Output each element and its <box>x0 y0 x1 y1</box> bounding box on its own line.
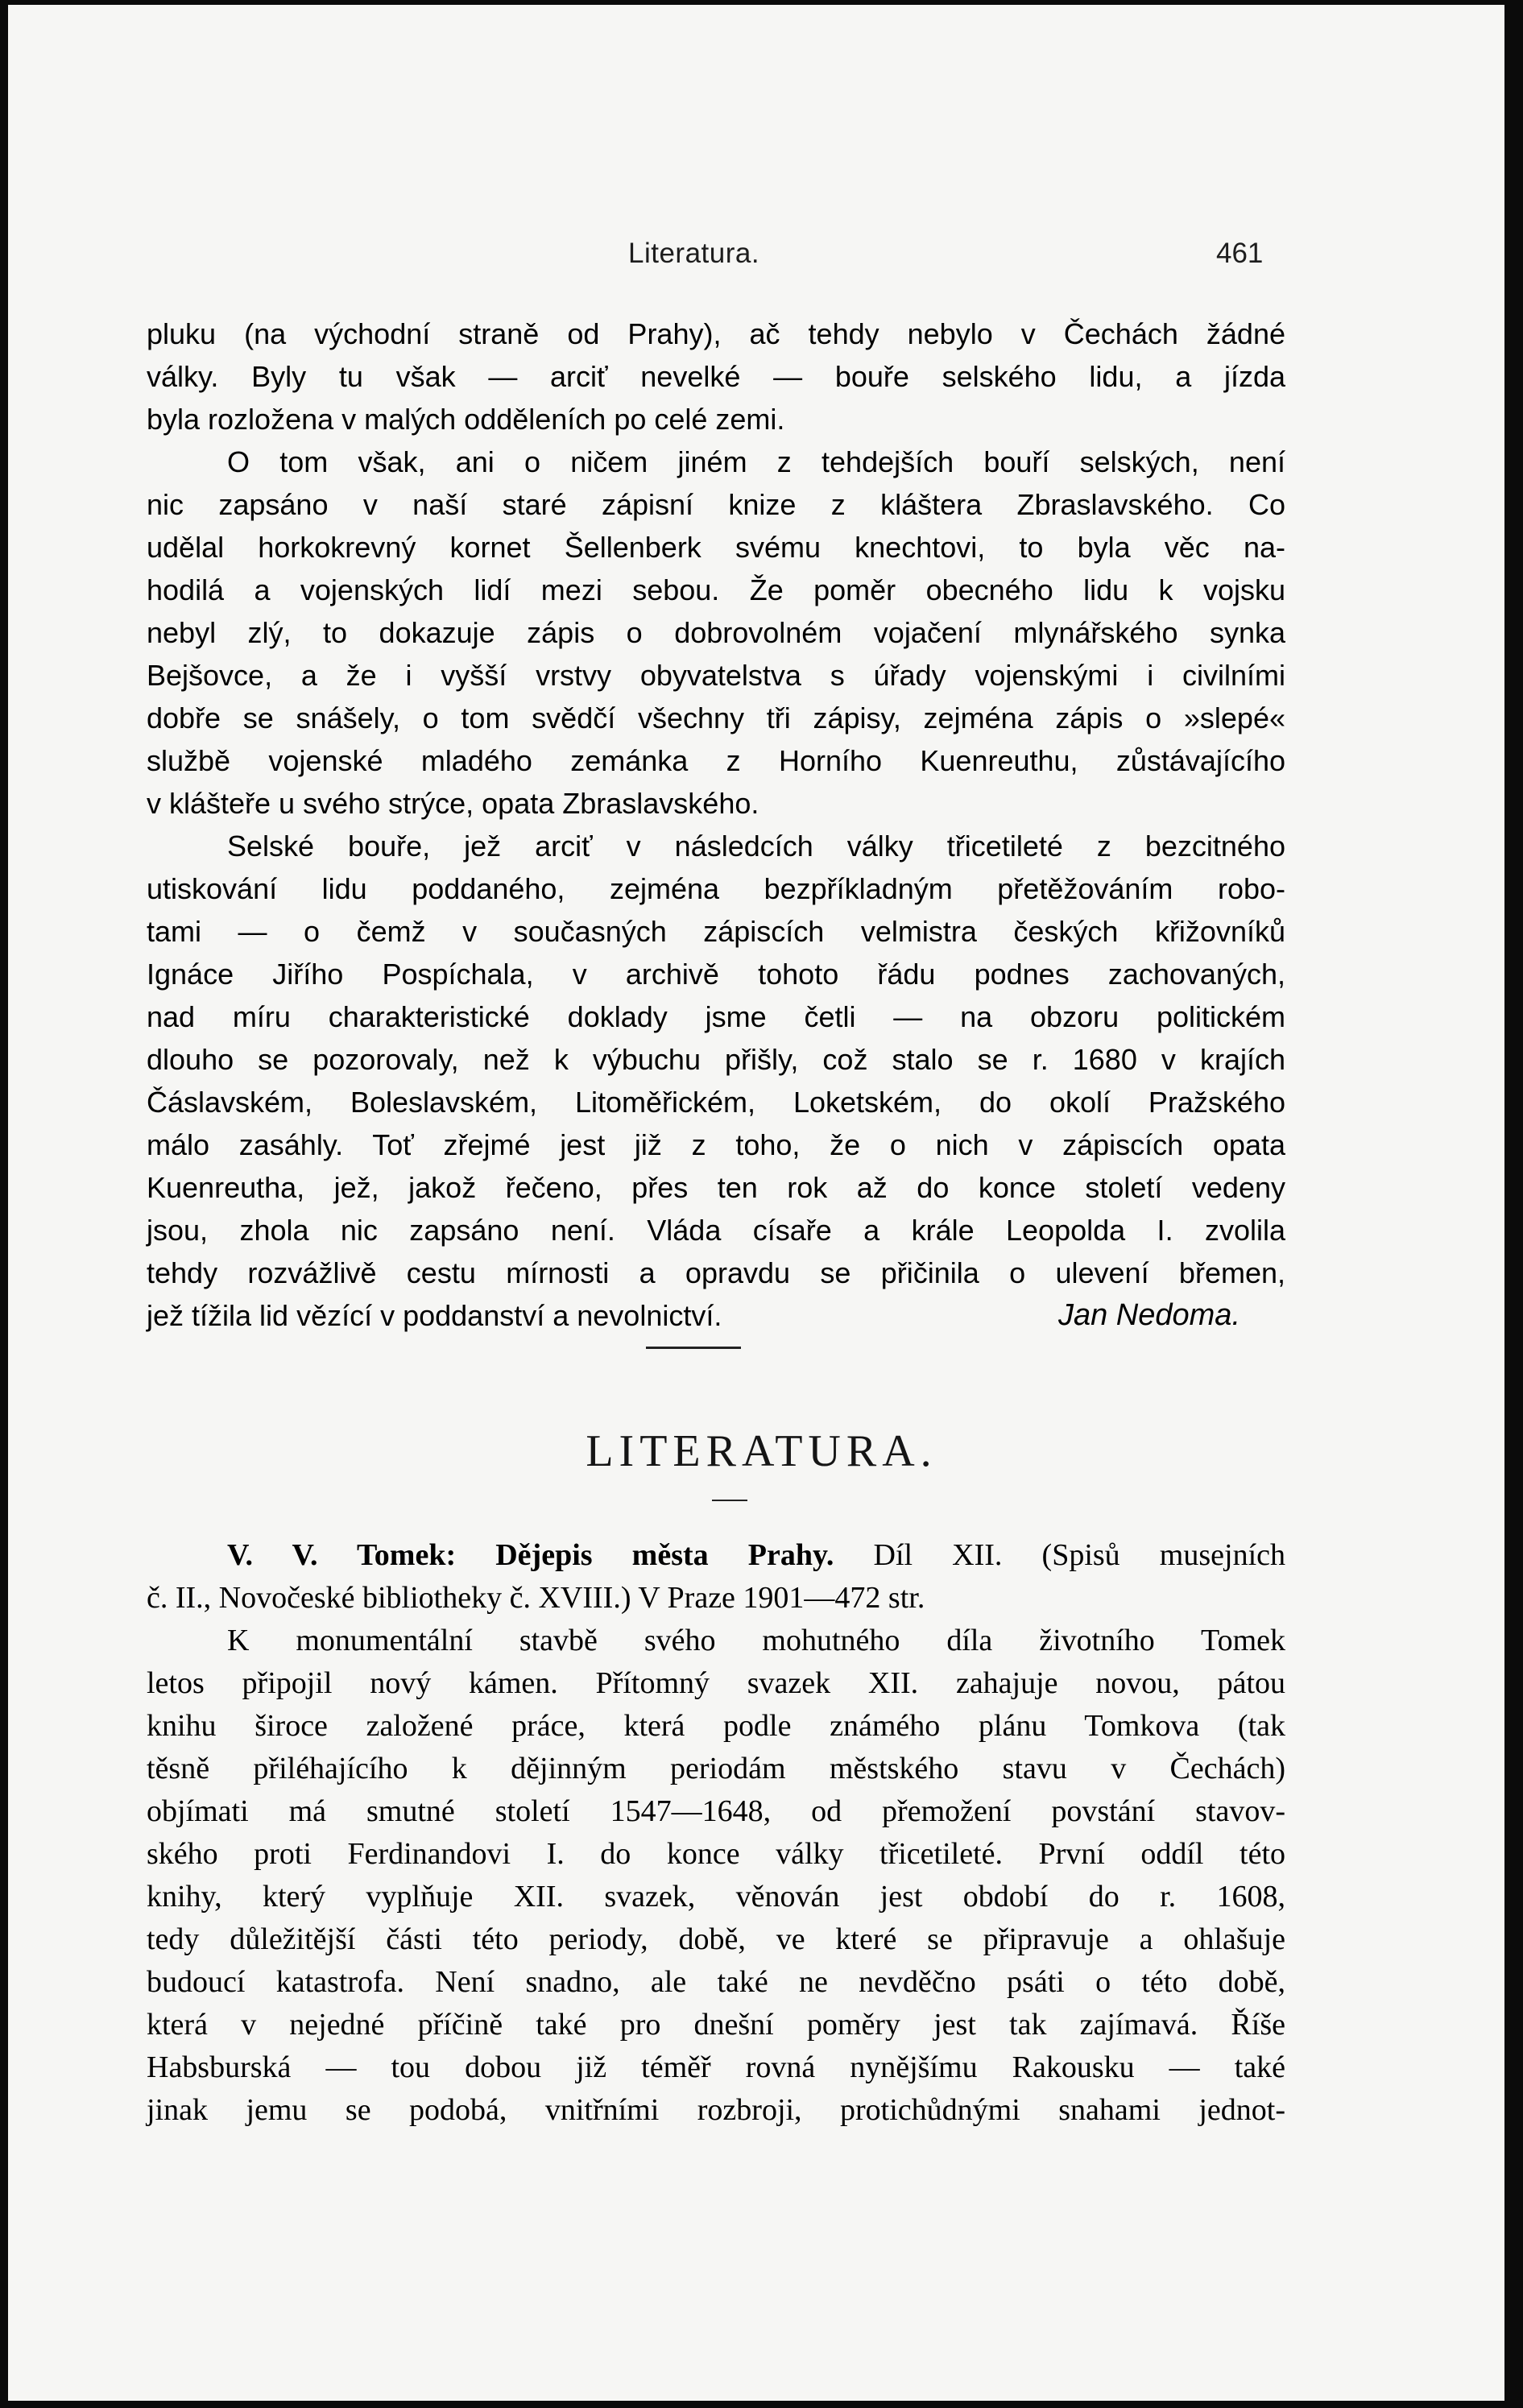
text-line: O tom však, ani o ničem jiném z tehdejších bouří selských, není <box>227 445 1285 478</box>
text-line: nic zapsáno v naší staré zápisní knize z kláštera Zbraslavského. Co <box>147 488 1285 521</box>
text-line: byla rozložena v malých odděleních po celé zemi. <box>147 403 785 436</box>
text-line: ského proti Ferdinandovi I. do konce války třicetileté. První oddíl této <box>147 1837 1285 1871</box>
text-line: v klášteře u svého strýce, opata Zbraslavského. <box>147 787 759 820</box>
text-line: málo zasáhly. Toť zřejmé jest již z toho, že o nich v zápiscích opata <box>147 1128 1285 1161</box>
text-line: nebyl zlý, to dokazuje zápis o dobrovolném vojačení mlynářského synka <box>147 616 1285 649</box>
text-line: tami — o čemž v současných zápiscích velmistra českých křižovníků <box>147 915 1285 948</box>
text-line: která v nejedné příčině také pro dnešní poměry jest tak zajímavá. Říše <box>147 2008 1285 2042</box>
text-line: letos připojil nový kámen. Přítomný svazek XII. zahajuje novou, pátou <box>147 1666 1285 1700</box>
text-line: Kuenreutha, jež, jakož řečeno, přes ten rok až do konce století vedeny <box>147 1171 1285 1204</box>
text-line-with-signature <box>147 1294 1285 1337</box>
text-line: Čáslavském, Boleslavském, Litoměřickém, Loketském, do okolí Pražského <box>147 1086 1285 1119</box>
text-line: Bejšovce, a že i vyšší vrstvy obyvatelstva s úřady vojenskými i civilními <box>147 659 1285 692</box>
text-line: jež tížila lid vězící v poddanství a nevolnictví. <box>147 1299 722 1332</box>
text-line: Ignáce Jiřího Pospíchala, v archivě tohoto řádu podnes zachovaných, <box>147 958 1285 991</box>
text-line: dobře se snášely, o tom svědčí všechny tři zápisy, zejména zápis o »slepé« <box>147 701 1285 734</box>
heading-divider <box>712 1500 747 1501</box>
text-line: knihu široce založené práce, která podle známého plánu Tomkova (tak <box>147 1709 1285 1743</box>
review-book-details: Díl XII. (Spisů musejních <box>873 1538 1285 1572</box>
text-line: těsně přiléhajícího k dějinným periodám městského stavu v Čechách) <box>147 1752 1285 1785</box>
citation-line: č. II., Novočeské bibliotheky č. XVIII.) V Praze 1901—472 str. <box>147 1581 925 1615</box>
article-text <box>147 312 1285 1337</box>
text-line: dlouho se pozorovaly, než k výbuchu přišly, což stalo se r. 1680 v krajích <box>147 1043 1285 1076</box>
text-line: hodilá a vojenských lidí mezi sebou. Že poměr obecného lidu k vojsku <box>147 573 1285 606</box>
text-line: udělal horkokrevný kornet Šellenberk svému knechtovi, to byla věc na- <box>147 531 1285 564</box>
review-book-title: V. V. Tomek: Dějepis města Prahy. <box>227 1538 834 1572</box>
author-signature: Jan Nedoma. <box>1057 1298 1240 1332</box>
text-line: války. Byly tu však — arciť nevelké — bouře selského lidu, a jízda <box>147 360 1285 393</box>
text-line: knihy, který vyplňuje XII. svazek, věnován jest období do r. 1608, <box>147 1880 1285 1914</box>
text-line: jsou, zhola nic zapsáno není. Vláda císaře a krále Leopolda I. zvolila <box>147 1214 1285 1247</box>
text-line: budoucí katastrofa. Není snadno, ale také ne nevděčno psáti o této době, <box>147 1965 1285 1999</box>
citation-line <box>147 1534 1285 1577</box>
section-divider <box>646 1347 741 1349</box>
text-line: jinak jemu se podobá, vnitřními rozbroji, protichůdnými snahami jednot- <box>147 2093 1285 2127</box>
running-head: Literatura. <box>628 238 760 269</box>
text-line: utiskování lidu poddaného, zejména bezpříkladným přetěžováním robo- <box>147 872 1285 905</box>
text-line: tehdy rozvážlivě cestu mírnosti a opravdu se přičinila o ulevení břemen, <box>147 1256 1285 1289</box>
text-line: tedy důležitější části této periody, době, ve které se připravuje a ohlašuje <box>147 1922 1285 1956</box>
text-line: Selské bouře, jež arciť v následcích války třicetileté z bezcitného <box>227 830 1285 863</box>
text-line: službě vojenské mladého zemánka z Horního Kuenreuthu, zůstávajícího <box>147 744 1285 777</box>
section-heading: LITERATURA. <box>586 1426 937 1476</box>
text-line: objímati má smutné století 1547—1648, od přemožení povstání stavov- <box>147 1794 1285 1828</box>
text-line: pluku (na východní straně od Prahy), ač tehdy nebylo v Čechách žádné <box>147 317 1285 350</box>
page-number: 461 <box>1216 238 1264 269</box>
text-line: Habsburská — tou dobou již téměř rovná nynějšímu Rakousku — také <box>147 2050 1285 2084</box>
text-line: nad míru charakteristické doklady jsme četli — na obzoru politickém <box>147 1000 1285 1033</box>
book-review <box>147 1534 1285 2132</box>
text-line: K monumentální stavbě svého mohutného díla životního Tomek <box>227 1624 1285 1657</box>
